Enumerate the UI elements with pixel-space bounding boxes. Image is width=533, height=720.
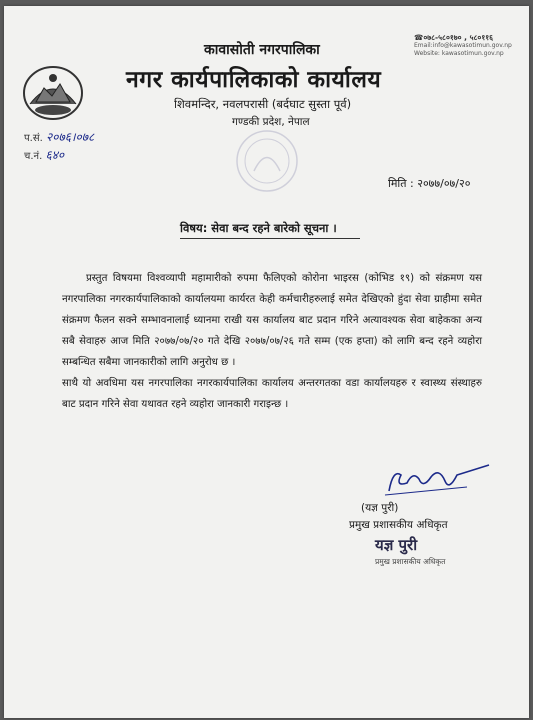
nepal-emblem-icon: [22, 64, 84, 122]
office-address: शिवमन्दिर, नवलपरासी (बर्दघाट सुस्ता पूर्व): [174, 97, 352, 111]
contact-email: Email:info@kawasotimun.gov.np: [414, 42, 512, 49]
subject-underline: [180, 238, 360, 239]
signature-block: [349, 461, 499, 581]
office-name: नगर कार्यपालिकाको कार्यालय: [126, 67, 382, 93]
letter-number-value: २०७६।०७८: [46, 130, 95, 144]
municipality-name: कावासोती नगरपालिका: [204, 42, 320, 58]
letter-subject: विषय: सेवा बन्द रहने बारेको सूचना ।: [180, 221, 337, 235]
stamp-name: यज्ञ पुरी: [375, 536, 418, 554]
watermark-seal-icon: [222, 126, 312, 196]
body-paragraph: प्रस्तुत विषयमा विश्वव्यापी महामारीको रुपमा फैलिएको कोरोना भाइरस (कोभिड १९) को संक्रमण यस नगरपालिका नगरकार्यपालिकाको कार्यालयमा कार्यरत केही कर्मचारीहरुलाई समेत देखिएको हुंदा सेवा ग्राहीमा समेत संक्रमण फैलन सक्ने सम्भावनालाई ध्यानमा राखी यस कार्यालय बाट प्रदान गरिने अत्यावश्यक सेवा बाहेकका अन्य सबै सेवाहरु आज मिति २०७७/०७/२० गते देखि २०७७/०७/२६ गते सम्म (एक हप्ता) को लागि बन्द रहने व्यहोरा सम्बन्धित सबैमा जानकारीको लागि अनुरोध छ ।: [62, 273, 482, 368]
dispatch-number-label: च.नं.: [24, 151, 43, 162]
office-province: गण्डकी प्रदेश, नेपाल: [232, 116, 310, 128]
signatory-title: प्रमुख प्रशासकीय अधिकृत: [349, 519, 448, 531]
contact-block: [414, 34, 512, 58]
dispatch-number-value: ६४०: [45, 148, 65, 162]
letter-body: [62, 268, 482, 415]
handwritten-signature-icon: [349, 461, 499, 501]
letter-date: मिति : २०७७/०७/२०: [388, 177, 471, 190]
contact-website: Website: kawasotimun.gov.np: [414, 50, 504, 57]
contact-phone: ☎०७८-५८०१७० , ५८०११६: [414, 33, 494, 42]
stamp-title: प्रमुख प्रशासकीय अधिकृत: [375, 557, 446, 566]
dispatch-number: [24, 146, 64, 163]
signatory-name: (यज्ञ पुरी): [361, 502, 399, 514]
body-paragraph: साथै यो अवधिमा यस नगरपालिका नगरकार्यपालिका कार्यालय अन्तरगतका वडा कार्यालयहरु र स्वास्थ्य संस्थाहरु बाट प्रदान गरिने सेवा यथावत रहने व्यहोरा जानकारी गराइन्छ ।: [62, 378, 482, 410]
letter-page: [4, 6, 529, 718]
letter-number-label: प.सं.: [24, 133, 43, 144]
letter-number: [24, 128, 94, 145]
